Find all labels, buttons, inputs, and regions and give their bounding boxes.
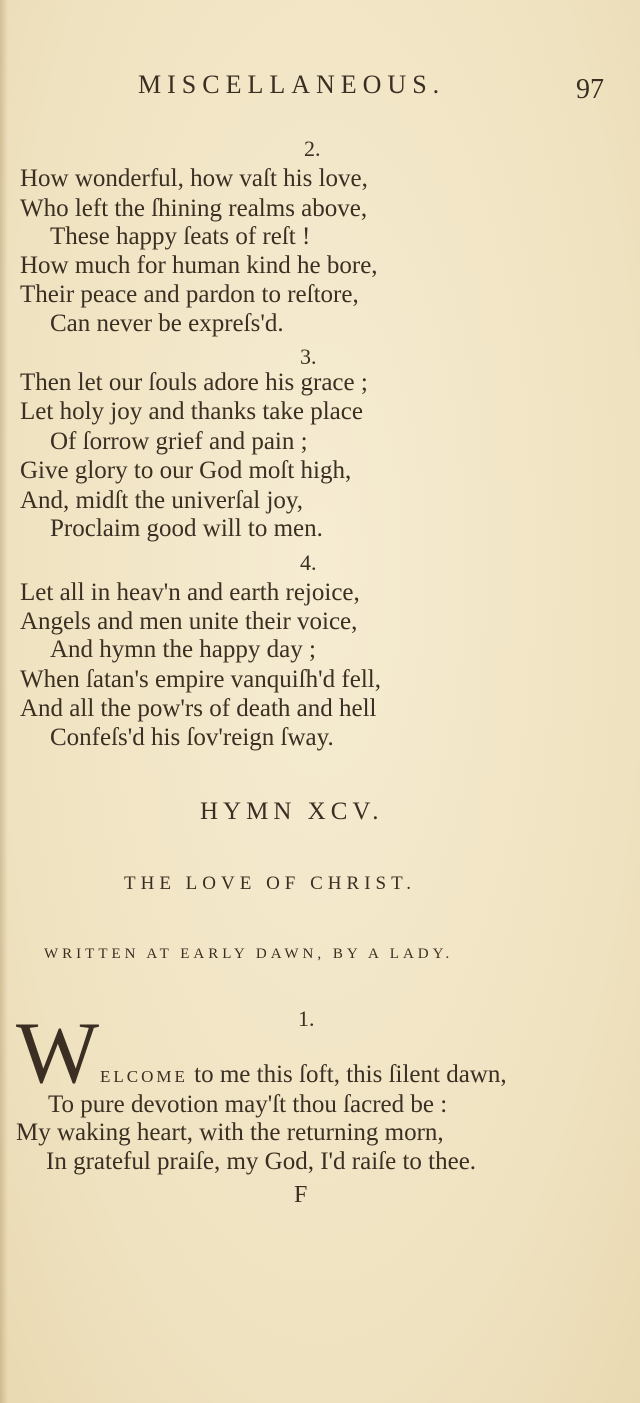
verse-line: My waking heart, with the returning morn, — [16, 1119, 444, 1146]
stanza-number: 2. — [304, 136, 321, 161]
stanza-number: 3. — [300, 344, 317, 369]
verse-line: How wonderful, how vaſt his love, — [20, 165, 368, 192]
verse-line: Angels and men unite their voice, — [20, 608, 358, 635]
hymn-title: HYMN XCV. — [200, 798, 384, 825]
verse-line: Give glory to our God moſt high, — [20, 457, 352, 484]
verse-line-first — [100, 1062, 507, 1087]
verse-line: And hymn the happy day ; — [50, 636, 316, 663]
hymn-subtitle: THE LOVE OF CHRIST. — [124, 873, 417, 894]
verse-line: Confeſs'd his ſov'reign ſway. — [50, 724, 334, 751]
drop-cap: W — [16, 1005, 100, 1102]
verse-line: These happy ſeats of reſt ! — [50, 223, 311, 250]
verse-line: Let holy joy and thanks take place — [20, 398, 363, 425]
verse-line: In grateful praiſe, my God, I'd raiſe to thee. — [46, 1148, 477, 1175]
verse-line-rest: to me this ſoft, this ſilent dawn, — [187, 1061, 507, 1088]
verse-line: Let all in heav'n and earth rejoice, — [20, 579, 360, 606]
verse-line: To pure devotion may'ſt thou ſacred be : — [48, 1091, 448, 1118]
verse-line: Of ſorrow grief and pain ; — [50, 428, 308, 455]
verse-line: Proclaim good will to men. — [50, 515, 323, 542]
verse-line: And, midſt the univerſal joy, — [20, 487, 304, 514]
verse-line: Who left the ſhining realms above, — [20, 195, 368, 222]
verse-line: When ſatan's empire vanquiſh'd fell, — [20, 666, 381, 693]
small-caps-word: ELCOME — [100, 1067, 188, 1086]
verse-line: And all the pow'rs of death and hell — [20, 695, 377, 722]
stanza-number: 1. — [298, 1006, 315, 1031]
verse-line: Can never be expreſs'd. — [50, 310, 284, 337]
signature-mark: F — [294, 1182, 308, 1208]
page-number: 97 — [576, 74, 604, 105]
stanza-number: 4. — [300, 550, 317, 575]
running-header: MISCELLANEOUS. — [138, 70, 446, 99]
verse-line: Then let our ſouls adore his grace ; — [20, 369, 368, 396]
page-edge-shadow — [0, 0, 8, 1403]
hymn-attribution: WRITTEN AT EARLY DAWN, BY A LADY. — [44, 946, 454, 962]
verse-line: Their peace and pardon to reſtore, — [20, 281, 359, 308]
verse-line: How much for human kind he bore, — [20, 252, 378, 279]
